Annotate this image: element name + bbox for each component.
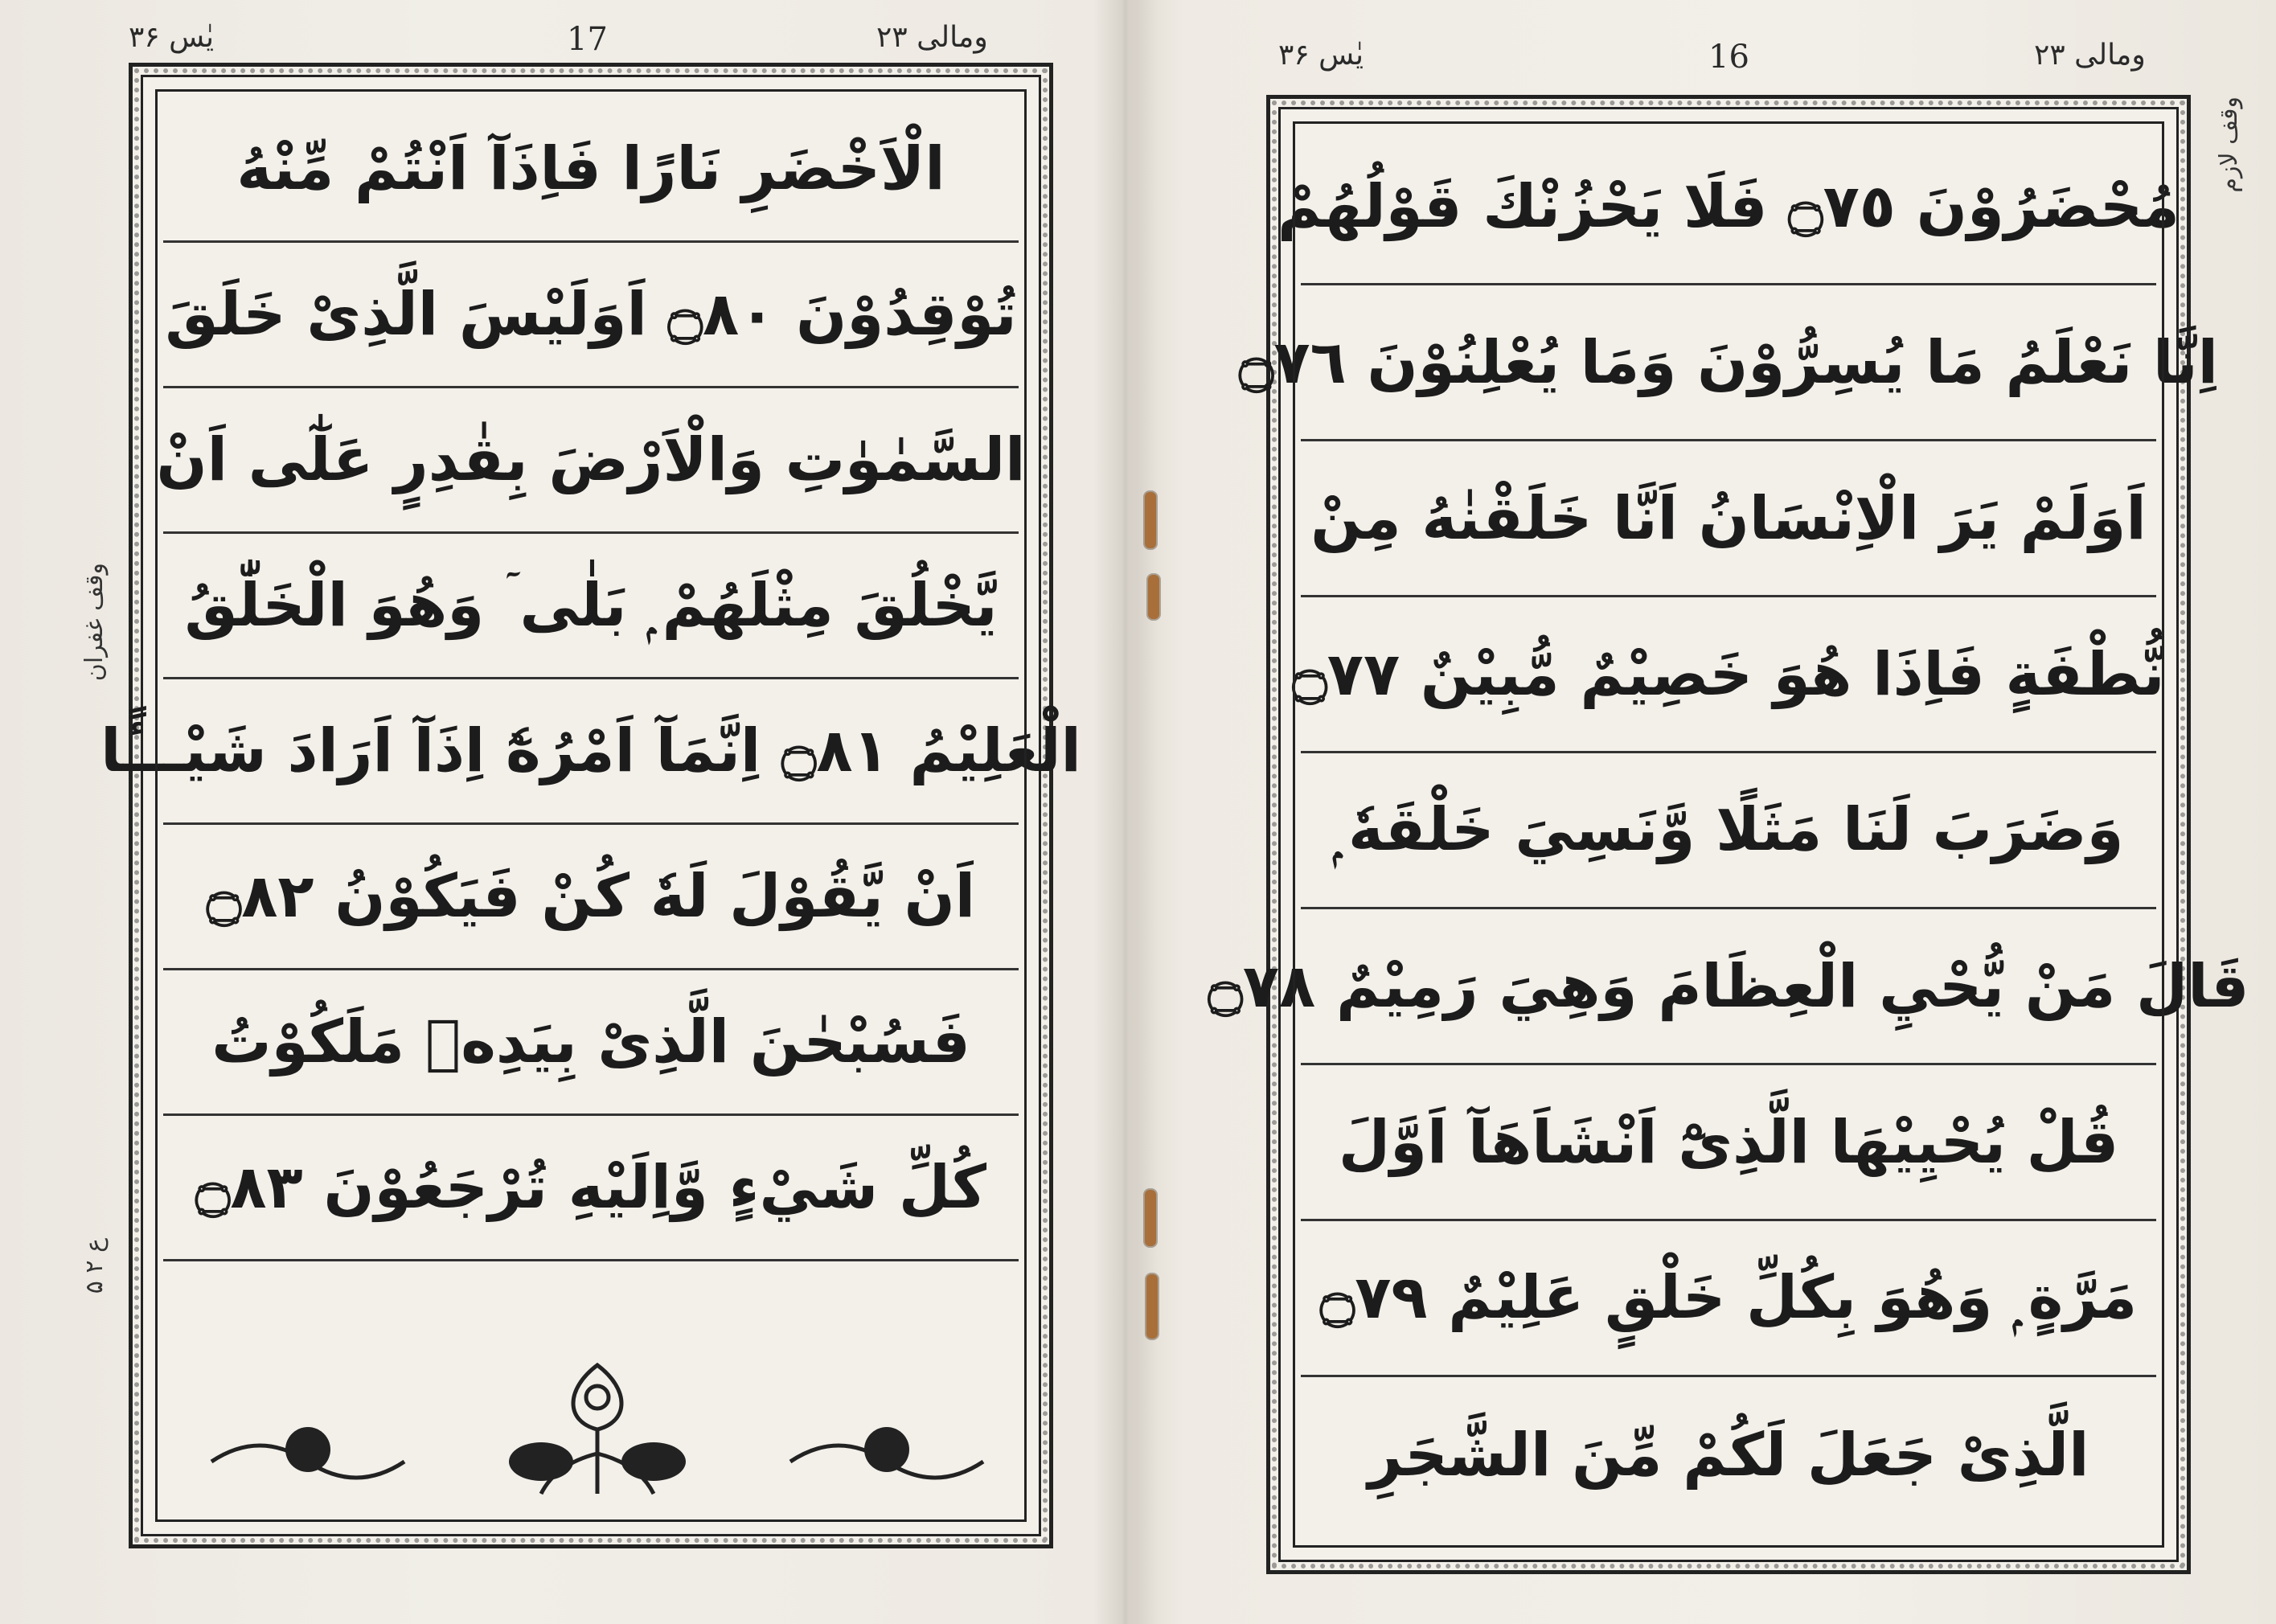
page-frame bbox=[100, 63, 1081, 1548]
verse-line: يَّخْلُقَ مِثْلَهُمْ ۭ بَلٰى ۤ وَهُوَ الْخَلّٰقُ bbox=[163, 534, 1019, 679]
margin-note: وقف غفران bbox=[80, 563, 109, 682]
verse-line: تُوْقِدُوْنَ ۝٨٠ اَوَلَيْسَ الَّذِیْ خَلَقَ bbox=[163, 243, 1019, 388]
verse-line: وَضَرَبَ لَنَا مَثَلًا وَّنَسِيَ خَلْقَهٗ ۭ bbox=[1301, 753, 2156, 909]
verse-line: قَالَ مَنْ يُّحْيِ الْعِظَامَ وَهِيَ رَمِيْمٌ ۝٧٨ bbox=[1301, 909, 2156, 1065]
ruku-mark: ۵ ع ۲ bbox=[80, 1238, 109, 1294]
verse-line: مُحْضَرُوْنَ ۝٧٥ فَلَا يَحْزُنْكَ قَوْلُهُمْ bbox=[1301, 129, 2156, 285]
verse-line: اَنْ يَّقُوْلَ لَهٗ كُنْ فَيَكُوْنُ ۝٨٢ bbox=[163, 825, 1019, 970]
verse-line: الَّذِیْ جَعَلَ لَكُمْ مِّنَ الشَّجَرِ bbox=[1368, 1421, 2089, 1490]
verse-line: الْاَخْضَرِ نَارًا فَاِذَآ اَنْتُمْ مِّنْهُ bbox=[163, 97, 1019, 243]
verse-line: فَسُبْحٰنَ الَّذِیْ بِيَدِهٖ مَلَكُوْتُ bbox=[163, 970, 1019, 1116]
margin-note: وقف لازم bbox=[2215, 96, 2243, 193]
floral-ornament bbox=[163, 1341, 1027, 1514]
verse-line: قُلْ يُحْيِيْهَا الَّذِیْٓ اَنْشَاَهَآ اَوَّلَ bbox=[1301, 1065, 2156, 1221]
page-number: 16 bbox=[1708, 39, 1749, 76]
surah-label: یٰس ۳۶ bbox=[1278, 39, 1364, 72]
surah-label: یٰس ۳۶ bbox=[129, 21, 215, 54]
left-page bbox=[0, 0, 1126, 1624]
running-head bbox=[1142, 32, 2276, 88]
verse-lines bbox=[100, 97, 1081, 1514]
para-label: ومالی ۲۳ bbox=[2034, 39, 2146, 72]
verse-line: السَّمٰوٰتِ وَالْاَرْضَ بِقٰدِرٍ عَلٰٓى اَنْ bbox=[163, 388, 1019, 534]
verse-line: نُّطْفَةٍ فَاِذَا هُوَ خَصِيْمٌ مُّبِيْنٌ ۝٧٧ bbox=[1301, 597, 2156, 753]
verse-line: اِنَّا نَعْلَمُ مَا يُسِرُّوْنَ وَمَا يُعْلِنُوْنَ ۝٧٦ bbox=[1301, 285, 2156, 441]
right-page bbox=[1142, 0, 2276, 1624]
verse-line: مَرَّةٍ ۭ وَهُوَ بِكُلِّ خَلْقٍ عَلِيْمٌ ۝٧٩ bbox=[1301, 1221, 2156, 1377]
para-label: ومالی ۲۳ bbox=[876, 21, 988, 54]
verse-line: كُلِّ شَيْءٍ وَّاِلَيْهِ تُرْجَعُوْنَ ۝٨٣ bbox=[163, 1116, 1019, 1261]
verse-line: اَوَلَمْ يَرَ الْاِنْسَانُ اَنَّا خَلَقْنٰهُ مِنْ bbox=[1301, 441, 2156, 597]
verse-line: الْعَلِيْمُ ۝٨١ اِنَّمَآ اَمْرُهٗٓ اِذَآ اَرَادَ شَيْـــًٔا bbox=[163, 679, 1019, 825]
page-number: 17 bbox=[567, 21, 608, 58]
